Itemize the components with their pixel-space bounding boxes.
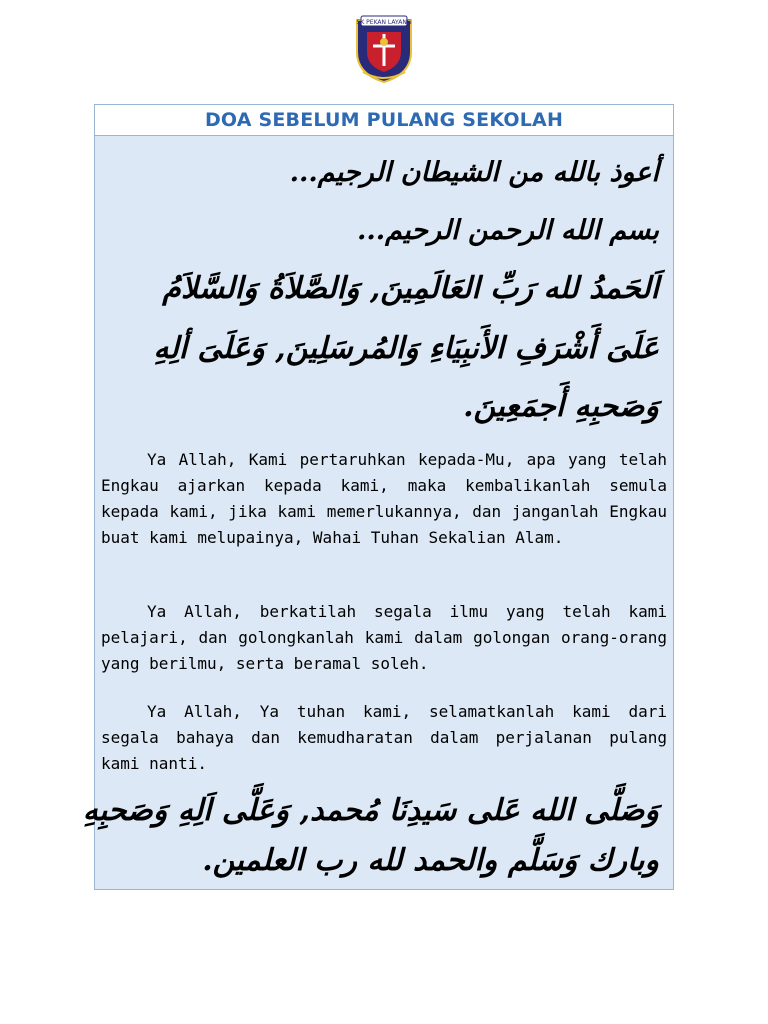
closing-line-1: وَصَلَّى الله عَلى سَيدِنَا مُحمد, وَعَلَّى اَلِهِ وَصَحبِهِ	[82, 793, 659, 828]
prayer-paragraph-3: Ya Allah, Ya tuhan kami, selamatkanlah kami dari segala bahaya dan kemudharatan dalam perjalanan pulang kami nanti.	[101, 702, 667, 773]
closing-line-2: وبارك وَسَلَّم والحمد لله رب العلمين.	[202, 843, 659, 878]
arabic-line-taawwuz: أعوذ بالله من الشيطان الرجيم...	[289, 157, 659, 188]
prayer-paragraph-1: Ya Allah, Kami pertaruhkan kepada-Mu, apa yang telah Engkau ajarkan kepada kami, maka kembalikanlah semula kepada kami, jika kami memerlukannya, dan janganlah Engkau buat kami melupainya, Wahai Tuhan Sekalian Alam.	[101, 450, 667, 547]
logo-banner-text: SK PEKAN LAYANG	[356, 19, 412, 26]
arabic-line-hamdalah: اَلحَمدُ لله رَبِّ العَالَمِينَ, وَالصَّلاَةُ وَالسَّلاَمُ	[162, 271, 659, 306]
arabic-line-basmalah: بسم الله الرحمن الرحيم...	[356, 215, 659, 246]
arabic-line-salawat: عَلَىَ أَشْرَفِ الأَنبِيَاءِ وَالمُرسَلِينَ, وَعَلَىَ ألِهِ	[153, 331, 659, 366]
arabic-line-ajmain: وَصَحبِهِ أَجمَعِينَ.	[463, 389, 659, 424]
prayer-card	[82, 104, 674, 890]
school-logo	[349, 12, 419, 84]
document-title: DOA SEBELUM PULANG SEKOLAH	[95, 105, 673, 136]
prayer-paragraph-2: Ya Allah, berkatilah segala ilmu yang telah kami pelajari, dan golongkanlah kami dalam golongan orang-orang yang berilmu, serta beramal soleh.	[101, 602, 667, 673]
school-crest-icon	[349, 12, 419, 84]
